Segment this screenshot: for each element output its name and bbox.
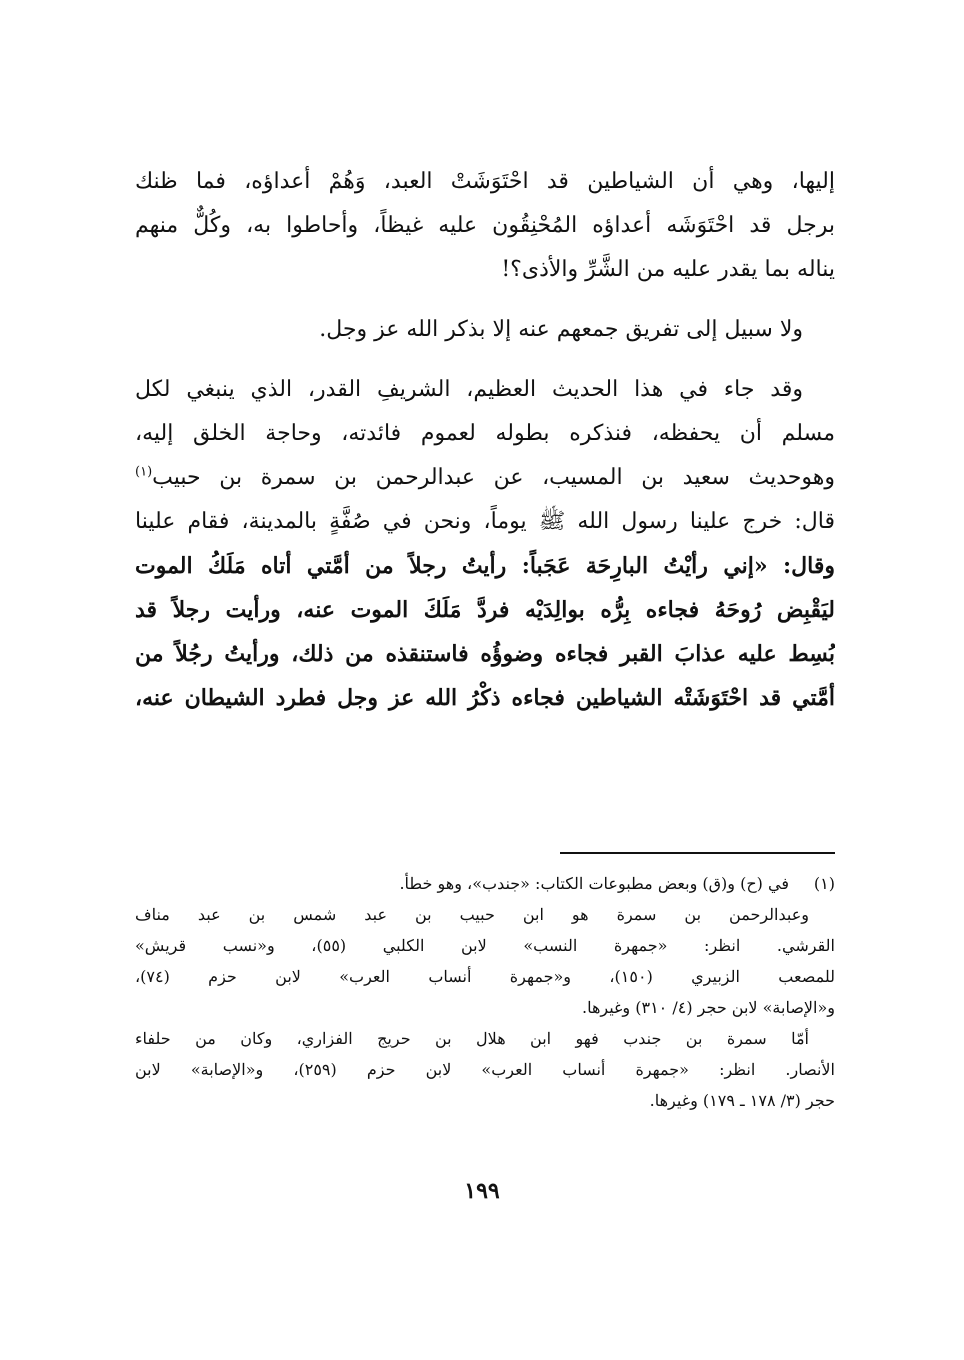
- page-number: ١٩٩: [464, 1178, 500, 1204]
- text-line: قال: خرج علينا رسول الله ﷺ يوماً، ونحن في صُفَّةٍ بالمدينة، فقام علينا: [135, 509, 835, 534]
- footnotes: [135, 868, 835, 1116]
- footnote-reference: (١): [135, 464, 153, 480]
- footnote-separator: [560, 852, 835, 854]
- paragraph-1: [135, 160, 835, 292]
- hadith-line: أمَّتي قد احْتَوَشَتْه الشياطين فجاءه ذكْرُ الله عز وجل فطرد الشيطان عنه،: [135, 685, 835, 711]
- footnote-line: أمّا سمرة بن جندب فهو ابن هلال بن حريج الفزاري، وكان من حلفاء: [135, 1029, 809, 1048]
- text-line: وقد جاء في هذا الحديث العظيم، الشريفِ القدر، الذي ينبغي لكل: [135, 377, 803, 402]
- main-text: [135, 160, 835, 736]
- footnote-line: للمصعب الزبيري (١٥٠)، و«جمهرة أنساب العرب» لابن حزم (٧٤)،: [135, 967, 835, 986]
- footnote-line: وعبدالرحمن بن سمرة هو ابن حبيب بن عبد شمس بن عبد مناف: [135, 905, 809, 924]
- footnote-line: الأنصار. انظر: «جمهرة أنساب العرب» لابن حزم (٢٥٩)، و«الإصابة» لابن: [135, 1060, 835, 1079]
- footnote-number: (١): [813, 874, 835, 893]
- text-line: يناله بما يقدر عليه من الشَّرِّ والأذى؟!: [501, 257, 835, 282]
- text-line-with-footnote: [135, 456, 835, 500]
- hadith-line: وقال: «إني رأيْتُ البارِحَة عَجَباً: رأيتُ رجلاً من أمَّتي أتاه مَلَكُ الموت: [135, 553, 835, 579]
- text-line: ولا سبيل إلى تفريق جمعهم عنه إلا بذكر الله عز وجل.: [319, 317, 803, 342]
- footnote-line: القرشي. انظر: «جمهرة النسب» لابن الكلبي (٥٥)، و«نسب قريش»: [135, 936, 835, 955]
- footnote-text: في (ح) و(ق) وبعض مطبوعات الكتاب: «جندب»، وهو خطأ.: [399, 874, 789, 893]
- footnote-line: و«الإصابة» لابن حجر (٤/ ٣١٠) وغيرها.: [581, 998, 835, 1017]
- text-segment: وهوحديث سعيد بن المسيب، عن عبدالرحمن بن سمرة بن حبيب: [152, 465, 835, 490]
- footnote-line: حجر (٣/ ١٧٨ ـ ١٧٩) وغيرها.: [649, 1091, 835, 1110]
- text-line: مسلم أن يحفظه، فنذكره بطوله لعموم فائدته، وحاجة الخلق إليه،: [135, 421, 835, 446]
- text-line: برجل قد احْتَوَشَه أعداؤه المُحْنِقُون عليه غيظاً، وأحاطوا به، وكُلٌّ منهم: [135, 213, 835, 238]
- paragraph-3: [135, 368, 835, 720]
- hadith-line: ليَقْبِض رُوحَهُ فجاءه بِرُّه بوالِدَيْه فردَّ مَلَكَ الموت عنه، ورأيت رجلاً قد: [135, 597, 835, 623]
- text-line: إليها، وهي أن الشياطين قد احْتَوَشَتْ العبد، وَهُمْ أعداؤه، فما ظنك: [135, 169, 835, 194]
- footnote-line: [135, 868, 835, 899]
- paragraph-2: [135, 308, 835, 352]
- hadith-line: بُسِط عليه عذابَ القبر فجاءه وضوؤُه فاستنقذه من ذلك، ورأيتُ رجُلاً من: [135, 641, 835, 667]
